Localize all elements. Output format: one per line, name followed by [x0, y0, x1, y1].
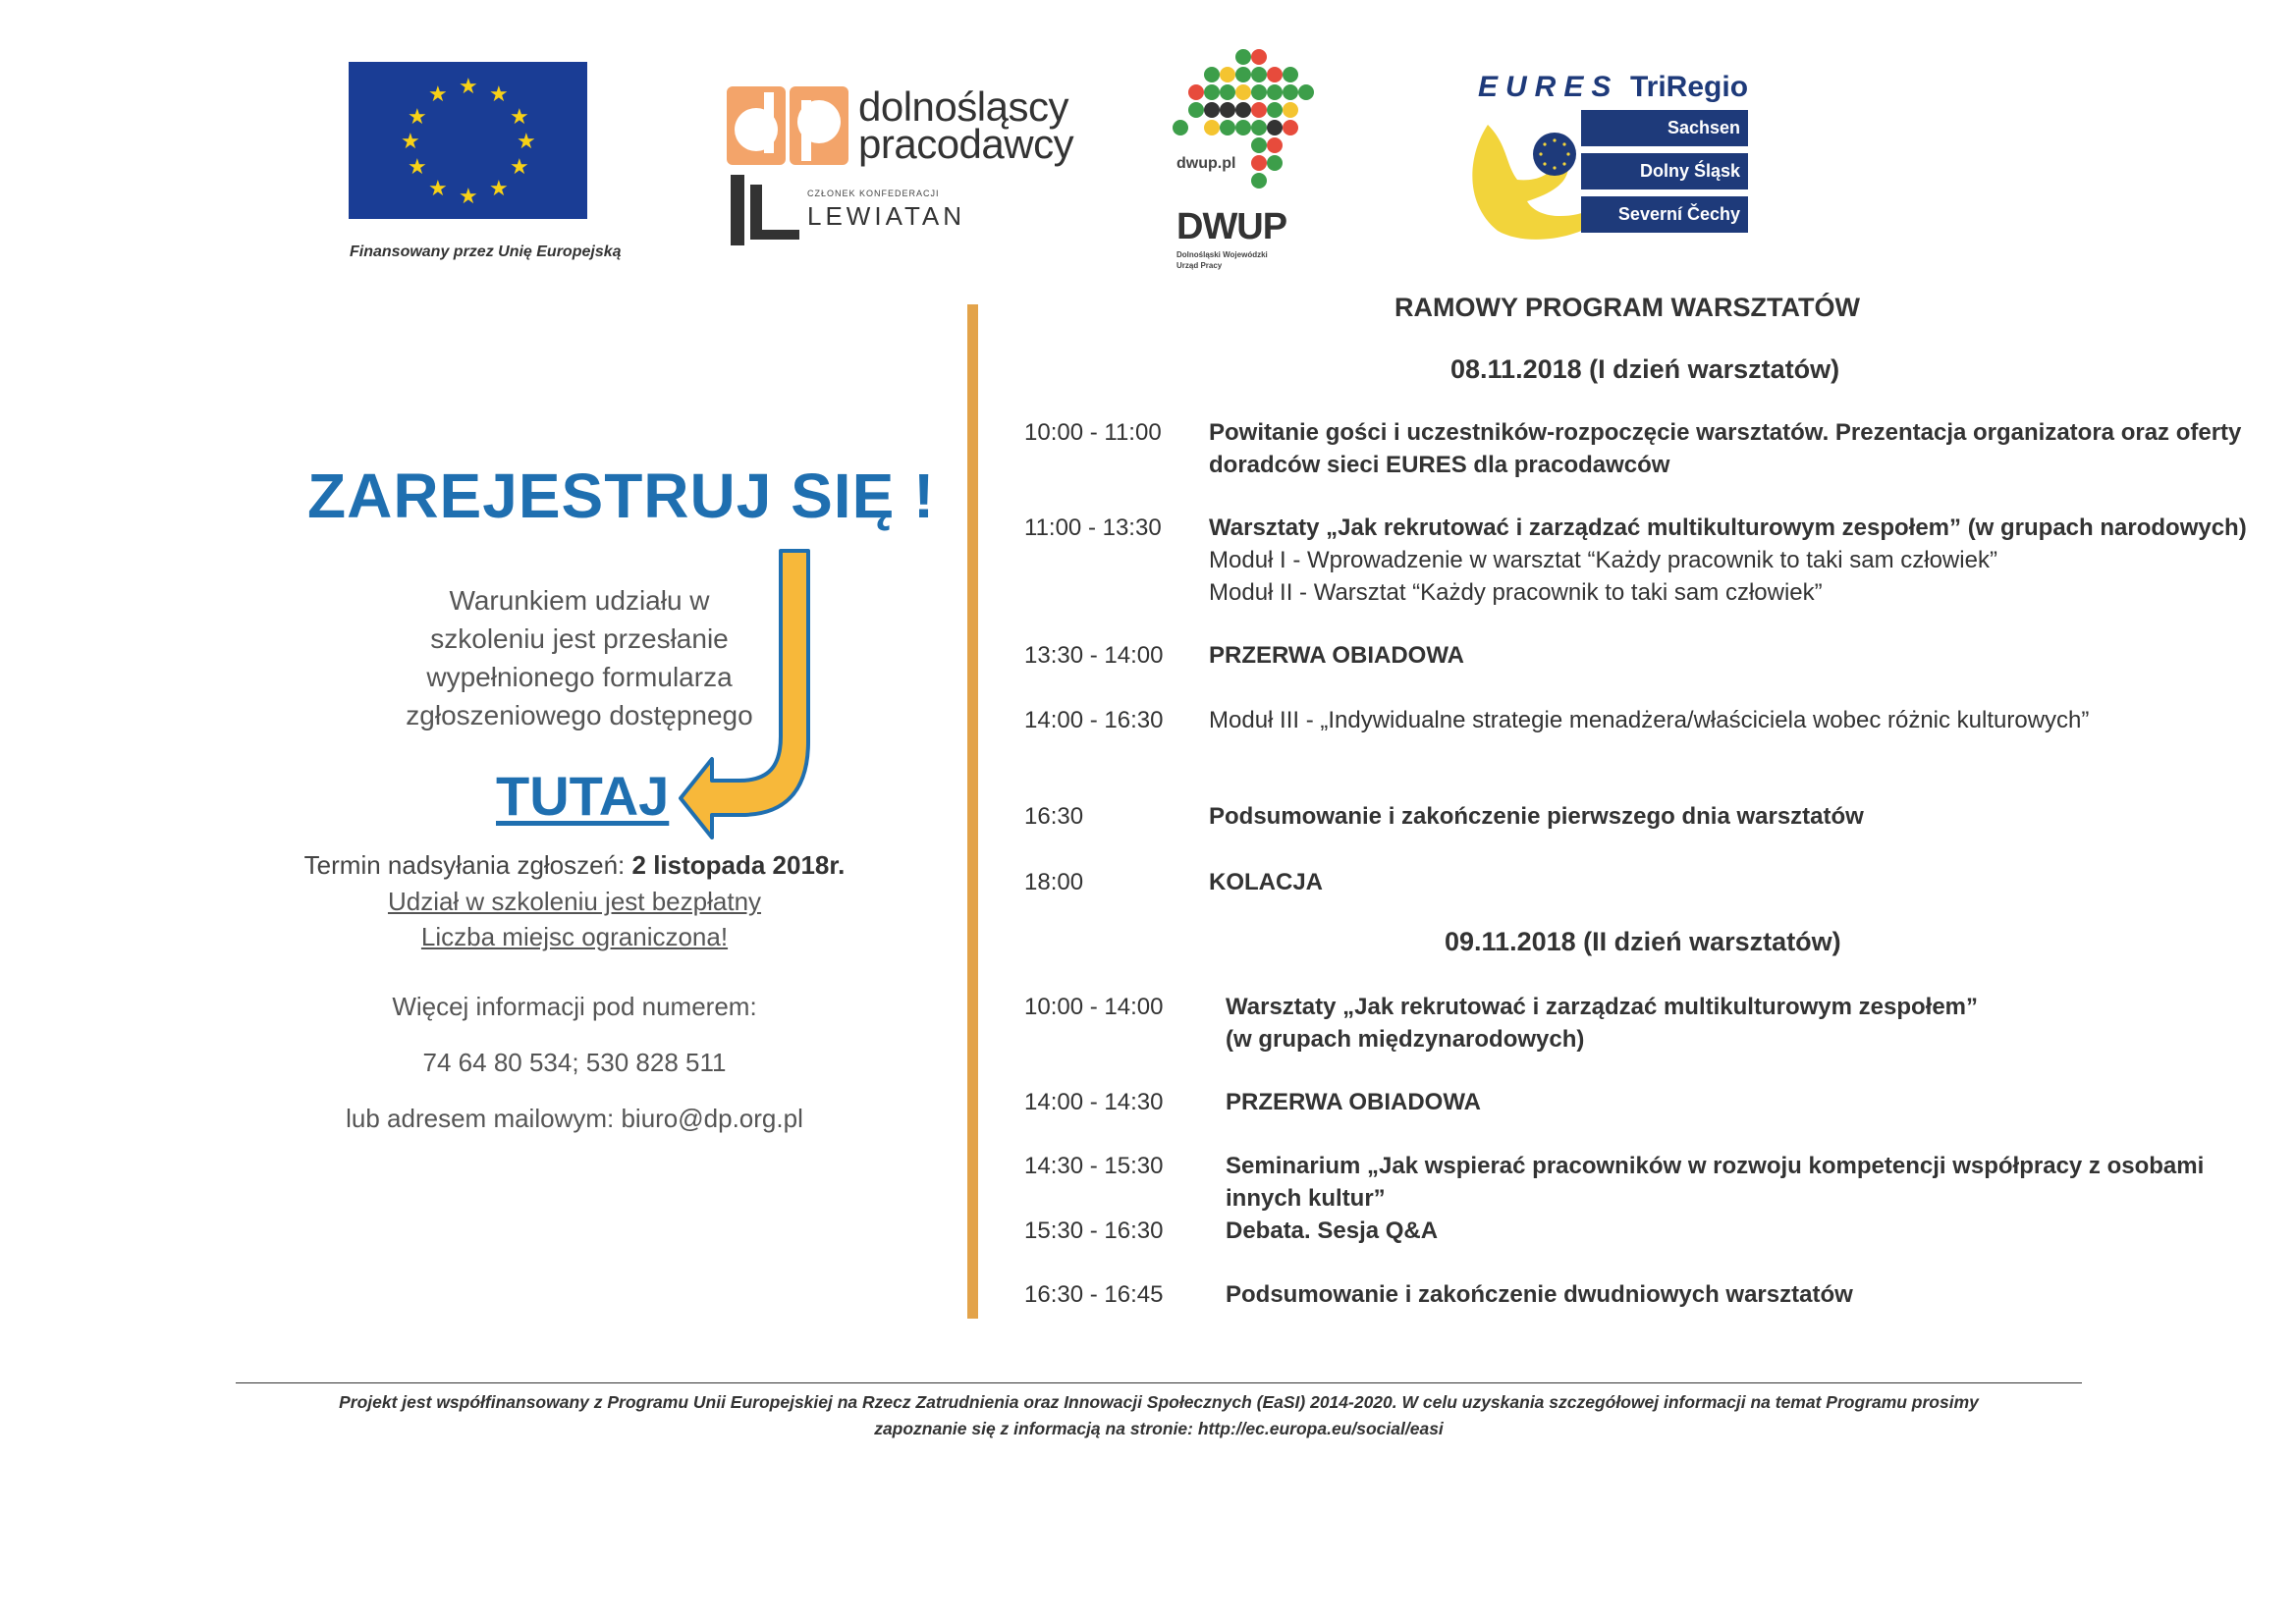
schedule-time: 16:30	[1024, 803, 1084, 830]
program-title: RAMOWY PROGRAM WARSZTATÓW	[1394, 293, 1860, 322]
schedule-time: 15:30 - 16:30	[1024, 1217, 1164, 1244]
dp-name-line2: pracodawcy	[858, 121, 1074, 167]
schedule-item	[1209, 800, 1864, 833]
schedule-item	[1226, 1150, 2204, 1215]
eures-triregio: TriRegio	[1630, 71, 1749, 103]
schedule-line: doradców sieci EURES dla pracodawców	[1209, 452, 1670, 478]
schedule-line: Debata. Sesja Q&A	[1226, 1217, 1439, 1244]
eures-triregio-logo	[1458, 71, 1753, 247]
arrow-icon	[673, 545, 820, 849]
schedule-time: 16:30 - 16:45	[1024, 1281, 1164, 1308]
schedule-item	[1209, 512, 2247, 609]
dwup-full-name-line2: Urząd Pracy	[1176, 261, 1223, 270]
conditions-line: Warunkiem udziału w	[449, 585, 710, 616]
schedule-line: Seminarium „Jak wspierać pracowników w rozwoju kompetencji współpracy z osobami	[1226, 1153, 2205, 1179]
dwup-url: dwup.pl	[1176, 155, 1236, 172]
schedule-line: Powitanie gości i uczestników-rozpoczęcie warsztatów. Prezentacja organizatora oraz oferty	[1209, 419, 2242, 446]
deadline-label: Termin nadsyłania zgłoszeń:	[303, 850, 632, 880]
registration-form-link[interactable]: TUTAJ	[496, 765, 670, 827]
schedule-item	[1226, 991, 1978, 1055]
dp-name-line1: dolnośląscy	[858, 83, 1068, 130]
schedule-time: 10:00 - 11:00	[1024, 419, 1162, 446]
deadline-date: 2 listopada 2018r.	[631, 850, 846, 880]
schedule-item	[1209, 704, 2089, 736]
lewiatan-name: LEWIATAN	[807, 201, 966, 231]
schedule-line: Moduł I - Wprowadzenie w warsztat “Każdy pracownik to taki sam człowiek”	[1209, 547, 1997, 573]
day2-title: 09.11.2018 (II dzień warsztatów)	[1445, 927, 1841, 956]
limited-seats-note: Liczba miejsc ograniczona!	[420, 922, 729, 951]
phone-numbers: 74 64 80 534; 530 828 511	[422, 1048, 727, 1077]
eures-region-sachsen: Sachsen	[1581, 110, 1748, 146]
contact-email: lub adresem mailowym: biuro@dp.org.pl	[346, 1104, 803, 1133]
eu-caption: Finansowany przez Unię Europejską	[350, 243, 622, 260]
footer-note	[236, 1389, 2082, 1442]
dwup-name: DWUP	[1176, 206, 1287, 247]
footer-line: Projekt jest współfinansowany z Programu Unii Europejskiej na Rzecz Zatrudnienia oraz Innowacji Społecznych (EaSI) 2014-2020. W celu uzyskania szczegółowej informacji na temat Programu prosimy	[339, 1392, 1979, 1412]
dwup-full-name-line1: Dolnośląski Wojewódzki	[1176, 250, 1268, 259]
schedule-item	[1226, 1086, 1481, 1118]
eures-region-dolny-slask: Dolny Śląsk	[1581, 153, 1748, 189]
schedule-time: 14:30 - 15:30	[1024, 1153, 1164, 1179]
schedule-line: Moduł II - Warsztat “Każdy pracownik to taki sam człowiek”	[1209, 579, 1823, 606]
eures-region-severni-cechy: Severní Čechy	[1581, 196, 1748, 233]
schedule-item	[1209, 866, 1323, 898]
schedule-time: 13:30 - 14:00	[1024, 642, 1164, 669]
register-heading: ZAREJESTRUJ SIĘ !	[307, 460, 936, 531]
schedule-line: Podsumowanie i zakończenie dwudniowych warsztatów	[1226, 1281, 1853, 1308]
vertical-divider	[967, 304, 978, 1319]
dwup-hexagon-map-icon	[1167, 47, 1353, 204]
dp-mark-icon	[727, 86, 848, 165]
lewiatan-mark-icon	[731, 175, 799, 245]
schedule-time: 14:00 - 14:30	[1024, 1089, 1164, 1115]
schedule-time: 11:00 - 13:30	[1024, 514, 1162, 541]
schedule-item	[1209, 639, 1464, 672]
conditions-line: wypełnionego formularza	[426, 662, 733, 692]
schedule-line: (w grupach międzynarodowych)	[1226, 1026, 1585, 1053]
eu-flag-logo: ★ ★ ★ ★ ★ ★ ★ ★ ★ ★ ★ ★	[349, 62, 587, 219]
schedule-line: KOLACJA	[1209, 869, 1324, 895]
schedule-line: PRZERWA OBIADOWA	[1226, 1089, 1482, 1115]
schedule-item	[1209, 416, 2241, 481]
schedule-time: 10:00 - 14:00	[1024, 994, 1164, 1020]
eures-title: EURES	[1478, 71, 1619, 103]
day1-title: 08.11.2018 (I dzień warsztatów)	[1450, 354, 1840, 384]
lewiatan-caption: CZŁONEK KONFEDERACJI	[807, 189, 940, 198]
free-participation-note: Udział w szkoleniu jest bezpłatny	[387, 887, 762, 916]
dolnoslascy-pracodawcy-logo	[725, 83, 1118, 253]
schedule-line: Warsztaty „Jak rekrutować i zarządzać multikulturowym zespołem” (w grupach narodowych)	[1209, 514, 2247, 541]
footer-rule	[236, 1382, 2082, 1383]
more-info-label: Więcej informacji pod numerem:	[392, 992, 757, 1021]
schedule-line: PRZERWA OBIADOWA	[1209, 642, 1465, 669]
dwup-logo	[1167, 47, 1353, 283]
schedule-line: Podsumowanie i zakończenie pierwszego dnia warsztatów	[1209, 803, 1864, 830]
schedule-item	[1226, 1215, 1438, 1247]
deadline-text	[236, 850, 913, 881]
footer-line: zapoznanie się z informacją na stronie: http://ec.europa.eu/social/easi	[874, 1419, 1444, 1438]
schedule-line: innych kultur”	[1226, 1185, 1386, 1212]
conditions-line: szkoleniu jest przesłanie	[430, 623, 729, 654]
schedule-item	[1226, 1278, 1853, 1311]
schedule-time: 18:00	[1024, 869, 1084, 895]
schedule-time: 14:00 - 16:30	[1024, 707, 1164, 733]
schedule-line: Moduł III - „Indywidualne strategie menadżera/właściciela wobec różnic kulturowych”	[1209, 707, 2090, 733]
conditions-line: zgłoszeniowego dostępnego	[406, 700, 753, 730]
schedule-line: Warsztaty „Jak rekrutować i zarządzać multikulturowym zespołem”	[1226, 994, 1979, 1020]
